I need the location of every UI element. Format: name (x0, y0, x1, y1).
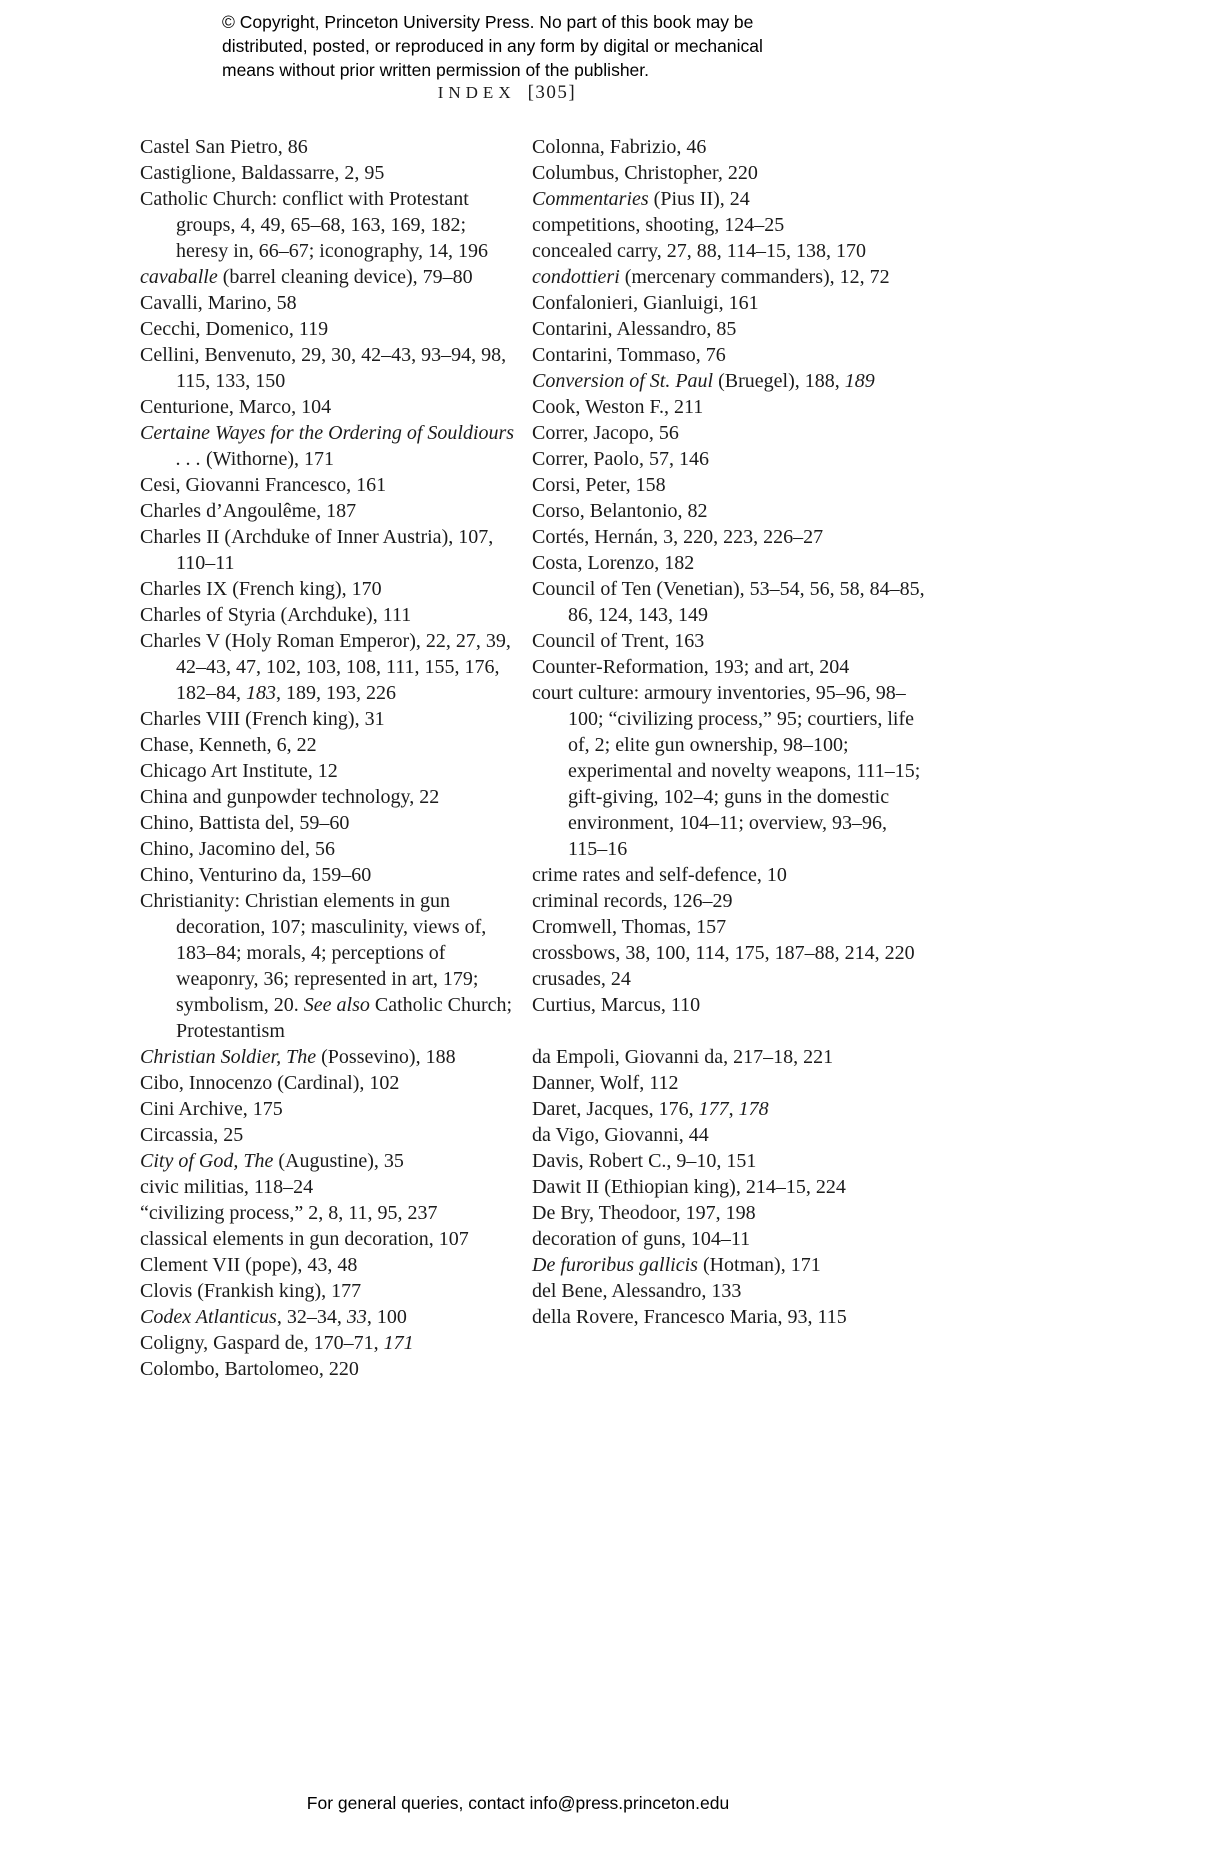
index-entry (140, 342, 520, 394)
index-entry-text: Colombo, Bartolomeo, 220 (140, 1358, 359, 1380)
index-entry (140, 472, 520, 498)
index-entry-text: Correr, Jacopo, 56 (532, 422, 679, 444)
index-entry (140, 1304, 520, 1330)
running-head (0, 82, 1014, 104)
index-entry-text: Colonna, Fabrizio, 46 (532, 136, 707, 158)
index-entry (532, 1278, 926, 1304)
index-entry-text: Cesi, Giovanni Francesco, 161 (140, 474, 387, 496)
index-entry-text: crime rates and self-defence, 10 (532, 864, 787, 886)
index-entry-text: De Bry, Theodoor, 197, 198 (532, 1202, 756, 1224)
index-entry-text: (mercenary commanders), 12, 72 (619, 266, 890, 288)
index-entry-text: criminal records, 126–29 (532, 890, 733, 912)
index-entry-text: Chino, Battista del, 59–60 (140, 812, 350, 834)
index-entry (532, 940, 926, 966)
index-entry-text: della Rovere, Francesco Maria, 93, 115 (532, 1306, 847, 1328)
index-entry (532, 264, 926, 290)
index-column-right (532, 134, 926, 1382)
index-entry (532, 1096, 926, 1122)
index-entry (532, 1304, 926, 1330)
index-entry-italic-text: 177 (698, 1098, 729, 1120)
index-entry (140, 1148, 520, 1174)
index-entry (532, 446, 926, 472)
index-entry (140, 498, 520, 524)
index-entry-text: Coligny, Gaspard de, 170–71, (140, 1332, 384, 1354)
index-entry (532, 160, 926, 186)
index-entry-italic-text: Conversion of St. Paul (532, 370, 714, 392)
index-entry (532, 628, 926, 654)
index-entry-text: Chase, Kenneth, 6, 22 (140, 734, 317, 756)
index-entry (140, 1200, 520, 1226)
index-entry (140, 1252, 520, 1278)
index-entry-text: Cini Archive, 175 (140, 1098, 283, 1120)
page-number: [305] (527, 82, 577, 103)
index-entry-italic-text: Certaine Wayes for the Ordering of Souldiours . . . (140, 422, 515, 470)
index-entry-text: Chino, Venturino da, 159–60 (140, 864, 372, 886)
index-entry-text: Castel San Pietro, 86 (140, 136, 308, 158)
index-entry (532, 888, 926, 914)
index-entry-italic-text: Christian Soldier, The (140, 1046, 317, 1068)
index-entry (140, 420, 520, 472)
index-entry-text: Columbus, Christopher, 220 (532, 162, 758, 184)
index-entry-text: Dawit II (Ethiopian king), 214–15, 224 (532, 1176, 846, 1198)
index-entry-text: Catholic Church; Protestantism (176, 994, 513, 1042)
index-entry-text: Danner, Wolf, 112 (532, 1072, 679, 1094)
index-entry (532, 1122, 926, 1148)
index-entry (532, 472, 926, 498)
index-entry (532, 290, 926, 316)
index-entry (532, 394, 926, 420)
index-entry (532, 134, 926, 160)
index-entry (532, 316, 926, 342)
index-entry (140, 1070, 520, 1096)
index-entry (532, 1148, 926, 1174)
index-entry-text: (Bruegel), 188, (713, 370, 845, 392)
index-entry-italic-text: Commentaries (532, 188, 649, 210)
index-entry-text: (Withorne), 171 (201, 448, 335, 470)
index-entry (532, 966, 926, 992)
index-entry-text: Contarini, Alessandro, 85 (532, 318, 737, 340)
index-entry-text: competitions, shooting, 124–25 (532, 214, 785, 236)
index-entry-text: Catholic Church: conflict with Protestant groups, 4, 49, 65–68, 163, 169, 182; heresy in, 66–67; iconography, 14, 196 (140, 188, 488, 262)
index-entry-text: Cook, Weston F., 211 (532, 396, 704, 418)
index-entry (532, 498, 926, 524)
index-entry-text: Cromwell, Thomas, 157 (532, 916, 727, 938)
index-entry (140, 264, 520, 290)
index-entry-text: Charles IX (French king), 170 (140, 578, 382, 600)
index-entry-text: Charles d’Angoulême, 187 (140, 500, 357, 522)
index-entry (532, 420, 926, 446)
index-entry-text: Cecchi, Domenico, 119 (140, 318, 329, 340)
index-entry-text: Corsi, Peter, 158 (532, 474, 666, 496)
index-entry-italic-text: 171 (383, 1332, 414, 1354)
index-entry-text: Castiglione, Baldassarre, 2, 95 (140, 162, 385, 184)
index-entry (532, 914, 926, 940)
index-entry (532, 1252, 926, 1278)
index-entry-text: Centurione, Marco, 104 (140, 396, 332, 418)
index-entry (140, 1174, 520, 1200)
index-entry (140, 602, 520, 628)
index-entry (140, 810, 520, 836)
index-entry-text: Cavalli, Marino, 58 (140, 292, 297, 314)
index-entry (140, 316, 520, 342)
index-entry-text: (Possevino), 188 (316, 1046, 456, 1068)
index-entry-text: Curtius, Marcus, 110 (532, 994, 701, 1016)
index-entry (140, 706, 520, 732)
index-entry (532, 342, 926, 368)
index-entry-text: Clement VII (pope), 43, 48 (140, 1254, 358, 1276)
index-entry (140, 1356, 520, 1382)
index-entry (140, 1226, 520, 1252)
index-entry-text: Corso, Belantonio, 82 (532, 500, 708, 522)
index-entry (532, 680, 926, 862)
index-entry-text: Circassia, 25 (140, 1124, 244, 1146)
index-entry-text: , 100 (366, 1306, 407, 1328)
index-column-left (140, 134, 520, 1382)
index-entry (532, 654, 926, 680)
index-entry-italic-text: See also (303, 994, 370, 1016)
index-entry-text: Charles VIII (French king), 31 (140, 708, 385, 730)
index-body (140, 134, 926, 1382)
index-entry (140, 1278, 520, 1304)
index-entry-text: Chino, Jacomino del, 56 (140, 838, 335, 860)
index-entry (140, 784, 520, 810)
index-entry-text: Christianity: Christian elements in gun decoration, 107; masculinity, views of, 183–84; morals, 4; perceptions of weaponry, 36; represented in art, 179; symbolism, 20. (140, 890, 487, 1016)
index-entry (140, 394, 520, 420)
index-entry-italic-text: cavaballe (140, 266, 218, 288)
index-entry (140, 1330, 520, 1356)
index-entry-text: Counter-Reformation, 193; and art, 204 (532, 656, 850, 678)
index-entry (140, 1096, 520, 1122)
index-entry (140, 160, 520, 186)
index-entry-text: Council of Trent, 163 (532, 630, 705, 652)
index-entry-text: (Hotman), 171 (697, 1254, 821, 1276)
index-entry-text: da Vigo, Giovanni, 44 (532, 1124, 709, 1146)
index-entry-italic-text: 189 (844, 370, 875, 392)
index-entry-text: Confalonieri, Gianluigi, 161 (532, 292, 759, 314)
index-entry (140, 836, 520, 862)
index-entry (140, 290, 520, 316)
index-entry-text: decoration of guns, 104–11 (532, 1228, 751, 1250)
index-entry (532, 1174, 926, 1200)
index-entry-italic-text: City of God, The (140, 1150, 274, 1172)
index-entry-text: concealed carry, 27, 88, 114–15, 138, 170 (532, 240, 866, 262)
index-entry-italic-text: De furoribus gallicis (532, 1254, 698, 1276)
index-entry-text: classical elements in gun decoration, 107 (140, 1228, 469, 1250)
index-entry-italic-text: 33 (346, 1306, 367, 1328)
index-entry-text: Charles II (Archduke of Inner Austria), 107, 110–11 (140, 526, 494, 574)
index-entry (140, 628, 520, 706)
index-entry (532, 576, 926, 628)
footer-queries-note: For general queries, contact info@press.princeton.edu (306, 1793, 730, 1813)
index-entry (532, 524, 926, 550)
index-entry-text: China and gunpowder technology, 22 (140, 786, 440, 808)
copyright-notice (222, 10, 763, 82)
index-title: INDEX (437, 83, 516, 102)
index-entry-text: Contarini, Tommaso, 76 (532, 344, 726, 366)
index-entry (140, 524, 520, 576)
index-entry (532, 238, 926, 264)
index-entry-italic-text: Codex Atlanticus (140, 1306, 277, 1328)
index-entry-text: Cibo, Innocenzo (Cardinal), 102 (140, 1072, 400, 1094)
index-entry (140, 1122, 520, 1148)
index-entry (140, 186, 520, 264)
index-entry (532, 368, 926, 394)
index-entry-text: Correr, Paolo, 57, 146 (532, 448, 709, 470)
copyright-line: © Copyright, Princeton University Press. No part of this book may be (222, 12, 754, 32)
index-entry-text: (Pius II), 24 (648, 188, 750, 210)
index-entry (140, 758, 520, 784)
index-entry-text: da Empoli, Giovanni da, 217–18, 221 (532, 1046, 834, 1068)
index-entry (140, 1044, 520, 1070)
index-entry-text: Charles V (Holy Roman Emperor), 22, 27, 39, 42–43, 47, 102, 103, 108, 111, 155, 176, 182–84, (140, 630, 511, 704)
index-entry-text: crossbows, 38, 100, 114, 175, 187–88, 214, 220 (532, 942, 915, 964)
index-entry-text: crusades, 24 (532, 968, 631, 990)
index-entry-text: Daret, Jacques, 176, (532, 1098, 699, 1120)
index-entry-text: “civilizing process,” 2, 8, 11, 95, 237 (140, 1202, 438, 1224)
copyright-line: distributed, posted, or reproduced in any form by digital or mechanical (222, 36, 763, 56)
index-entry-text: del Bene, Alessandro, 133 (532, 1280, 742, 1302)
index-entry-text: Chicago Art Institute, 12 (140, 760, 338, 782)
index-entry (140, 888, 520, 1044)
index-entry (140, 732, 520, 758)
index-entry (532, 186, 926, 212)
index-entry-italic-text: 183 (246, 682, 276, 704)
index-entry (140, 576, 520, 602)
index-entry-text: Davis, Robert C., 9–10, 151 (532, 1150, 757, 1172)
index-entry-text: , 32–34, (276, 1306, 347, 1328)
index-entry-italic-text: condottieri (532, 266, 620, 288)
copyright-line: means without prior written permission of the publisher. (222, 60, 650, 80)
index-entry (532, 1044, 926, 1070)
index-entry (532, 212, 926, 238)
index-entry (532, 1070, 926, 1096)
index-entry (532, 1200, 926, 1226)
index-entry (140, 134, 520, 160)
index-entry (532, 992, 926, 1018)
index-entry-text: Costa, Lorenzo, 182 (532, 552, 695, 574)
index-entry-text: , (728, 1098, 739, 1120)
index-entry-text: Clovis (Frankish king), 177 (140, 1280, 362, 1302)
index-entry (532, 550, 926, 576)
index-entry-text: Cortés, Hernán, 3, 220, 223, 226–27 (532, 526, 824, 548)
index-entry-italic-text: 178 (738, 1098, 769, 1120)
index-entry-text: Charles of Styria (Archduke), 111 (140, 604, 412, 626)
index-entry-text: civic militias, 118–24 (140, 1176, 314, 1198)
index-entry (532, 1226, 926, 1252)
index-entry (532, 862, 926, 888)
index-entry-text: court culture: armoury inventories, 95–96, 98–100; “civilizing process,” 95; courtiers, life of, 2; elite gun ownership, 98–100; experimental and novelty weapons, 111–15; gift-giving, 102–4; guns in the domestic environment, 104–11; overview, 93–96, 115–16 (532, 682, 921, 860)
index-entry-text: Cellini, Benvenuto, 29, 30, 42–43, 93–94, 98, 115, 133, 150 (140, 344, 507, 392)
index-entry-text: Council of Ten (Venetian), 53–54, 56, 58, 84–85, 86, 124, 143, 149 (532, 578, 925, 626)
index-entry (140, 862, 520, 888)
index-entry-text: , 189, 193, 226 (276, 682, 396, 704)
index-entry-text: (barrel cleaning device), 79–80 (217, 266, 473, 288)
index-entry-text: (Augustine), 35 (273, 1150, 404, 1172)
